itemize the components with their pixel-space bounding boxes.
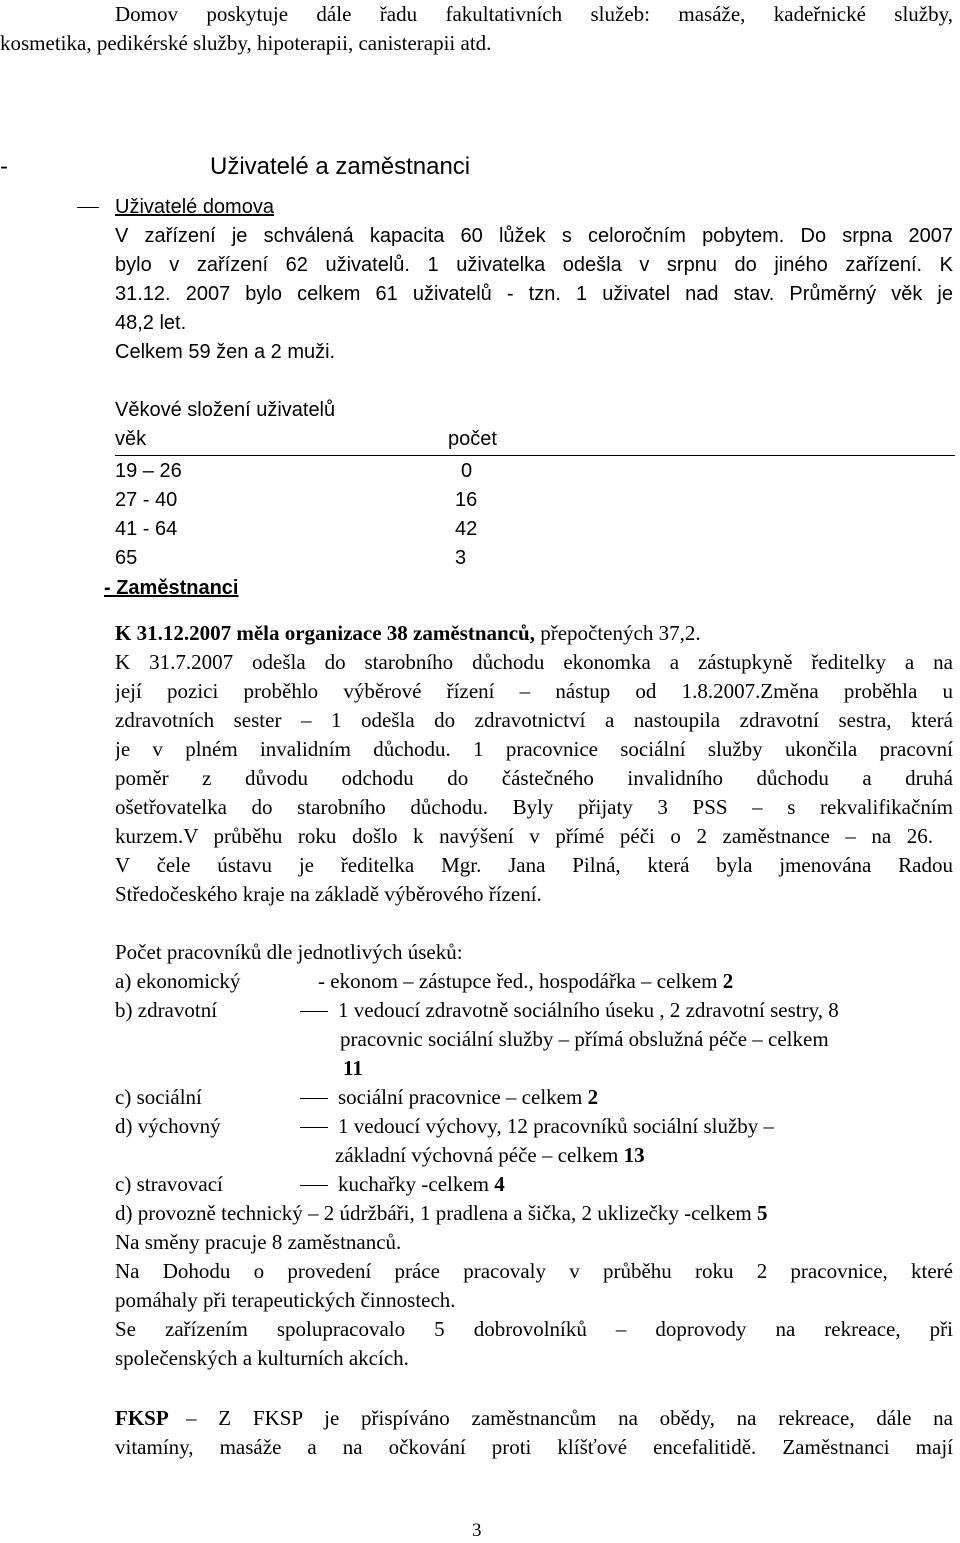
dept-c-label: c) sociální: [115, 1085, 202, 1109]
dept-d-text-2: [335, 1141, 645, 1170]
section-title: Uživatelé a zaměstnanci: [210, 153, 471, 180]
dash-marker: [77, 207, 99, 208]
staff-subhead: - Zaměstnanci: [104, 577, 239, 599]
users-line-4: 48,2 let.: [115, 312, 187, 334]
staff-line-8: V čele ústavu je ředitelka Mgr. Jana Pilná, která byla jmenována Radou: [115, 853, 953, 877]
staff-line-6: ošetřovatelka do starobního důchodu. Byly přijaty 3 PSS – s rekvalifikačním: [115, 795, 953, 819]
dept-c-text: [338, 1083, 598, 1112]
dept-b-text-1: 1 vedoucí zdravotně sociálního úseku , 2 zdravotní sestry, 8: [338, 998, 839, 1022]
dept-a-count: 2: [722, 969, 734, 993]
dept-a-desc: - ekonom – zástupce řed., hospodářka – celkem: [318, 969, 718, 993]
dept-d-label: d) výchovný: [115, 1114, 221, 1138]
fksp-label: FKSP: [115, 1406, 169, 1430]
staff-line-7: kurzem.V průběhu roku došlo k navýšení v přímé péči o 2 zaměstnance – na 26.: [115, 824, 933, 848]
age-row-3-count: 42: [455, 518, 478, 540]
age-column-header: věk: [115, 428, 147, 450]
staff-line-2: její pozici proběhlo výběrové řízení – nástup od 1.8.2007.Změna proběhla u: [115, 679, 953, 703]
dept-a-label: a) ekonomický: [115, 969, 241, 993]
age-row-1-age: 19 – 26: [115, 460, 182, 482]
intro-line-1: Domov poskytuje dále řadu fakultativních služeb: masáže, kadeřnické služby,: [115, 2, 953, 26]
dept-e-label: c) stravovací: [115, 1172, 223, 1196]
dept-f-count: 5: [757, 1201, 768, 1225]
staff-line-4: je v plném invalidním důchodu. 1 pracovnice sociální služby ukončila pracovní: [115, 737, 953, 761]
staff-summary: [115, 619, 701, 648]
departments-title: Počet pracovníků dle jednotlivých úseků:: [115, 940, 463, 964]
dept-c-desc: sociální pracovnice – celkem: [338, 1085, 583, 1109]
dept-f-desc: d) provozně technický – 2 údržbáři, 1 pradlena a šička, 2 uklizečky -celkem: [115, 1201, 752, 1225]
dept-b-label: b) zdravotní: [115, 998, 218, 1022]
agreement-line-1: Na Dohodu o provedení práce pracovaly v průběhu roku 2 pracovnice, které: [115, 1259, 953, 1283]
count-column-header: počet: [448, 428, 497, 450]
staff-line-3: zdravotních sester – 1 odešla do zdravotnictví a nastoupila zdravotní sestra, která: [115, 708, 953, 732]
dept-b-dash: [300, 1011, 328, 1012]
age-row-1-count: 0: [461, 460, 473, 482]
dept-a-text: [318, 967, 733, 996]
staff-line-5: poměr z důvodu odchodu do částečného invalidního důchodu a druhá: [115, 766, 953, 790]
dept-e-desc: kuchařky -celkem: [338, 1172, 490, 1196]
dept-e-dash: [300, 1185, 328, 1186]
fksp-line-1: – Z FKSP je přispíváno zaměstnancům na obědy, na rekreace, dále na: [186, 1406, 953, 1430]
users-total: Celkem 59 žen a 2 muži.: [115, 341, 336, 363]
section-bullet: -: [0, 153, 8, 180]
users-line-3: 31.12. 2007 bylo celkem 61 uživatelů - tzn. 1 uživatel nad stav. Průměrný věk je: [115, 283, 953, 305]
users-line-1: V zařízení je schválená kapacita 60 lůžek s celoročním pobytem. Do srpna 2007: [115, 225, 953, 247]
staff-summary-bold: K 31.12.2007 měla organizace 38 zaměstnanců,: [115, 621, 535, 645]
page-number: 3: [472, 1520, 482, 1541]
dept-b-count: 11: [343, 1056, 363, 1080]
agreement-line-2: pomáhaly při terapeutických činnostech.: [115, 1288, 456, 1312]
dept-d-count: 13: [623, 1143, 645, 1167]
staff-summary-rest: přepočtených 37,2.: [540, 621, 701, 645]
intro-line-2: kosmetika, pedikérské služby, hipoterapii, canisterapii atd.: [0, 31, 492, 55]
age-row-4-count: 3: [455, 547, 467, 569]
dept-e-count: 4: [494, 1172, 505, 1196]
table-header-rule: [115, 455, 955, 456]
volunteers-line-2: společenských a kulturních akcích.: [115, 1346, 409, 1370]
age-row-2-age: 27 - 40: [115, 489, 178, 511]
users-line-2: bylo v zařízení 62 uživatelů. 1 uživatelka odešla v srpnu do jiného zařízení. K: [115, 254, 953, 276]
age-row-3-age: 41 - 64: [115, 518, 178, 540]
users-subhead: Uživatelé domova: [115, 196, 274, 218]
dept-c-dash: [300, 1098, 328, 1099]
dept-e-text: [338, 1170, 505, 1199]
age-table-title: Věkové složení uživatelů: [115, 399, 336, 421]
dept-d-dash: [300, 1127, 328, 1128]
age-row-2-count: 16: [455, 489, 478, 511]
dept-c-count: 2: [587, 1085, 599, 1109]
dept-b-text-2: pracovnic sociální služby – přímá obslužná péče – celkem: [340, 1027, 829, 1051]
staff-line-1: K 31.7.2007 odešla do starobního důchodu ekonomka a zástupkyně ředitelky a na: [115, 650, 953, 674]
dept-d-desc: základní výchovná péče – celkem: [335, 1143, 619, 1167]
fksp-line-2: vitamíny, masáže a na očkování proti klíšťové encefalitidě. Zaměstnanci mají: [115, 1435, 953, 1459]
dept-f-line: [115, 1199, 768, 1228]
dept-d-text-1: 1 vedoucí výchovy, 12 pracovníků sociální služby –: [338, 1114, 775, 1138]
shifts-line: Na směny pracuje 8 zaměstnanců.: [115, 1230, 402, 1254]
volunteers-line-1: Se zařízením spolupracovalo 5 dobrovolníků – doprovody na rekreace, při: [115, 1317, 953, 1341]
age-row-4-age: 65: [115, 547, 138, 569]
staff-line-9: Středočeského kraje na základě výběrového řízení.: [115, 882, 542, 906]
